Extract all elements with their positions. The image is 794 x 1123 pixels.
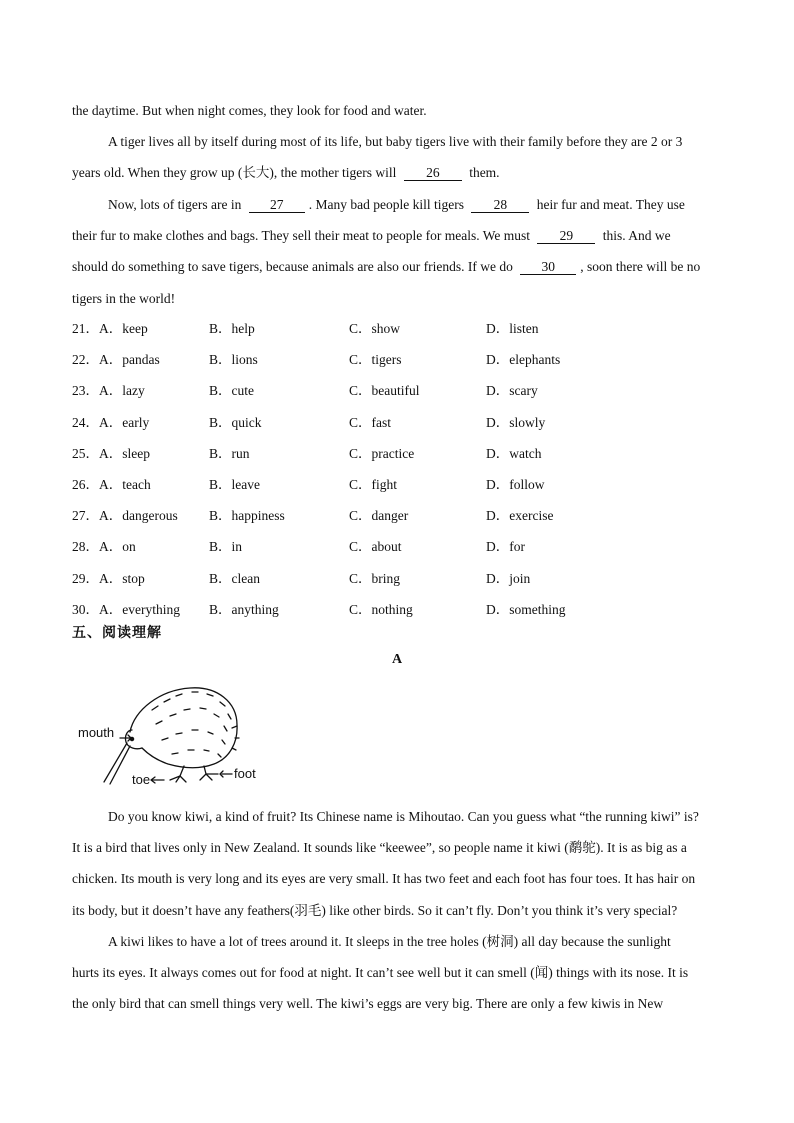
label-mouth: mouth — [78, 725, 115, 740]
option-b: B．help — [209, 321, 255, 336]
option-c: C．about — [349, 539, 402, 555]
question-row — [72, 531, 722, 562]
text-line: A kiwi likes to have a lot of trees around it. It sleeps in the tree holes (树洞) all day because the sunlight — [108, 933, 671, 949]
question-row — [72, 438, 722, 469]
text-fragment: should do something to save tigers, because animals are also our friends. If we do — [72, 259, 513, 275]
question-row — [72, 344, 722, 375]
kiwi-passage — [72, 801, 722, 1019]
option-d: D．listen — [486, 321, 539, 336]
text-fragment: this. And we — [602, 228, 671, 244]
option-d: D．watch — [486, 445, 542, 461]
option-a: 28．A．on — [72, 539, 136, 555]
tiger-passage-top — [72, 95, 722, 189]
option-b: B．leave — [209, 476, 260, 492]
option-b: B．clean — [209, 570, 260, 586]
option-d: D．join — [486, 570, 531, 586]
option-d: D．follow — [486, 476, 545, 492]
question-row — [72, 313, 722, 344]
label-foot: foot — [234, 766, 256, 781]
question-row — [72, 469, 722, 500]
blank-28: 28 — [471, 198, 529, 213]
option-c: C．practice — [349, 445, 415, 461]
text-fragment: , soon there will be no — [580, 259, 701, 275]
text-line: It is a bird that lives only in New Zealand. It sounds like “keewee”, so people name it kiwi (鹬鸵). It is as big as a — [72, 840, 687, 856]
text-line — [72, 251, 722, 282]
option-d: D．for — [486, 539, 525, 555]
option-c: C．beautiful — [349, 383, 420, 399]
question-row — [72, 500, 722, 531]
text-line — [72, 157, 722, 188]
text-line: the daytime. But when night comes, they look for food and water. — [72, 103, 427, 118]
answer-options — [72, 313, 722, 625]
option-a: 30．A．everything — [72, 601, 180, 617]
question-row — [72, 375, 722, 406]
text-line: its body, but it doesn’t have any feathers(羽毛) like other birds. So it can’t fly. Don’t you think it’s very special? — [72, 902, 678, 918]
option-b: B．cute — [209, 383, 254, 399]
option-a: 22．A．pandas — [72, 352, 160, 368]
option-a: 29．A．stop — [72, 570, 145, 586]
passage-label: A — [391, 652, 403, 667]
option-b: B．lions — [209, 352, 258, 368]
label-toe: toe — [132, 772, 151, 787]
option-a: 23．A．lazy — [72, 383, 145, 399]
tiger-passage-bottom — [72, 189, 722, 314]
text-line: Do you know kiwi, a kind of fruit? Its Chinese name is Mihoutao. Can you guess what “the running kiwi” is? — [108, 809, 699, 824]
option-c: C．tigers — [349, 352, 402, 368]
option-a: 26．A．teach — [72, 476, 151, 492]
option-c: C．show — [349, 321, 401, 336]
kiwi-bird-drawing — [104, 688, 239, 784]
option-d: D．elephants — [486, 352, 561, 368]
option-c: C．danger — [349, 508, 409, 524]
text-fragment: them. — [469, 165, 500, 181]
text-fragment: years old. When they grow up (长大), the mother tigers will — [72, 165, 397, 181]
kiwi-illustration — [72, 680, 272, 790]
blank-27: 27 — [249, 198, 305, 213]
option-b: B．quick — [209, 414, 262, 430]
question-row — [72, 594, 722, 625]
text-fragment: Now, lots of tigers are in — [108, 197, 242, 212]
option-d: D．scary — [486, 383, 538, 399]
option-a: 27．A．dangerous — [72, 508, 178, 524]
option-d: D．slowly — [486, 414, 546, 430]
text-line: A tiger lives all by itself during most of its life, but baby tigers live with their family before they are 2 or 3 — [108, 134, 683, 150]
text-fragment: . Many bad people kill tigers — [308, 197, 464, 212]
blank-30: 30 — [520, 260, 576, 275]
section-heading: 五、阅读理解 — [72, 625, 162, 641]
option-d: D．something — [486, 601, 566, 617]
question-row — [72, 407, 722, 438]
text-line: hurts its eyes. It always comes out for food at night. It can’t see well but it can smell (闻) things with its nose. It is — [72, 964, 689, 980]
option-b: B．in — [209, 539, 243, 555]
option-b: B．anything — [209, 601, 279, 617]
text-line — [72, 220, 722, 251]
option-a: 25．A．sleep — [72, 445, 150, 461]
text-line — [72, 189, 722, 220]
option-b: B．run — [209, 445, 250, 461]
option-d: D．exercise — [486, 508, 554, 524]
option-c: C．fight — [349, 476, 398, 492]
option-a: 21．A．keep — [72, 321, 148, 336]
option-a: 24．A．early — [72, 414, 150, 430]
question-row — [72, 563, 722, 594]
option-c: C．nothing — [349, 601, 413, 617]
text-line: tigers in the world! — [72, 290, 176, 306]
option-c: C．fast — [349, 414, 391, 430]
blank-26: 26 — [404, 166, 462, 181]
blank-29: 29 — [537, 229, 595, 244]
option-c: C．bring — [349, 570, 401, 586]
text-line: chicken. Its mouth is very long and its eyes are very small. It has two feet and each foot has four toes. It has hair on — [72, 871, 696, 887]
text-line: the only bird that can smell things very well. The kiwi’s eggs are very big. There are only a few kiwis in New — [72, 996, 664, 1012]
text-fragment: heir fur and meat. They use — [536, 197, 685, 212]
option-b: B．happiness — [209, 508, 285, 524]
text-fragment: their fur to make clothes and bags. They sell their meat to people for meals. We must — [72, 228, 531, 244]
